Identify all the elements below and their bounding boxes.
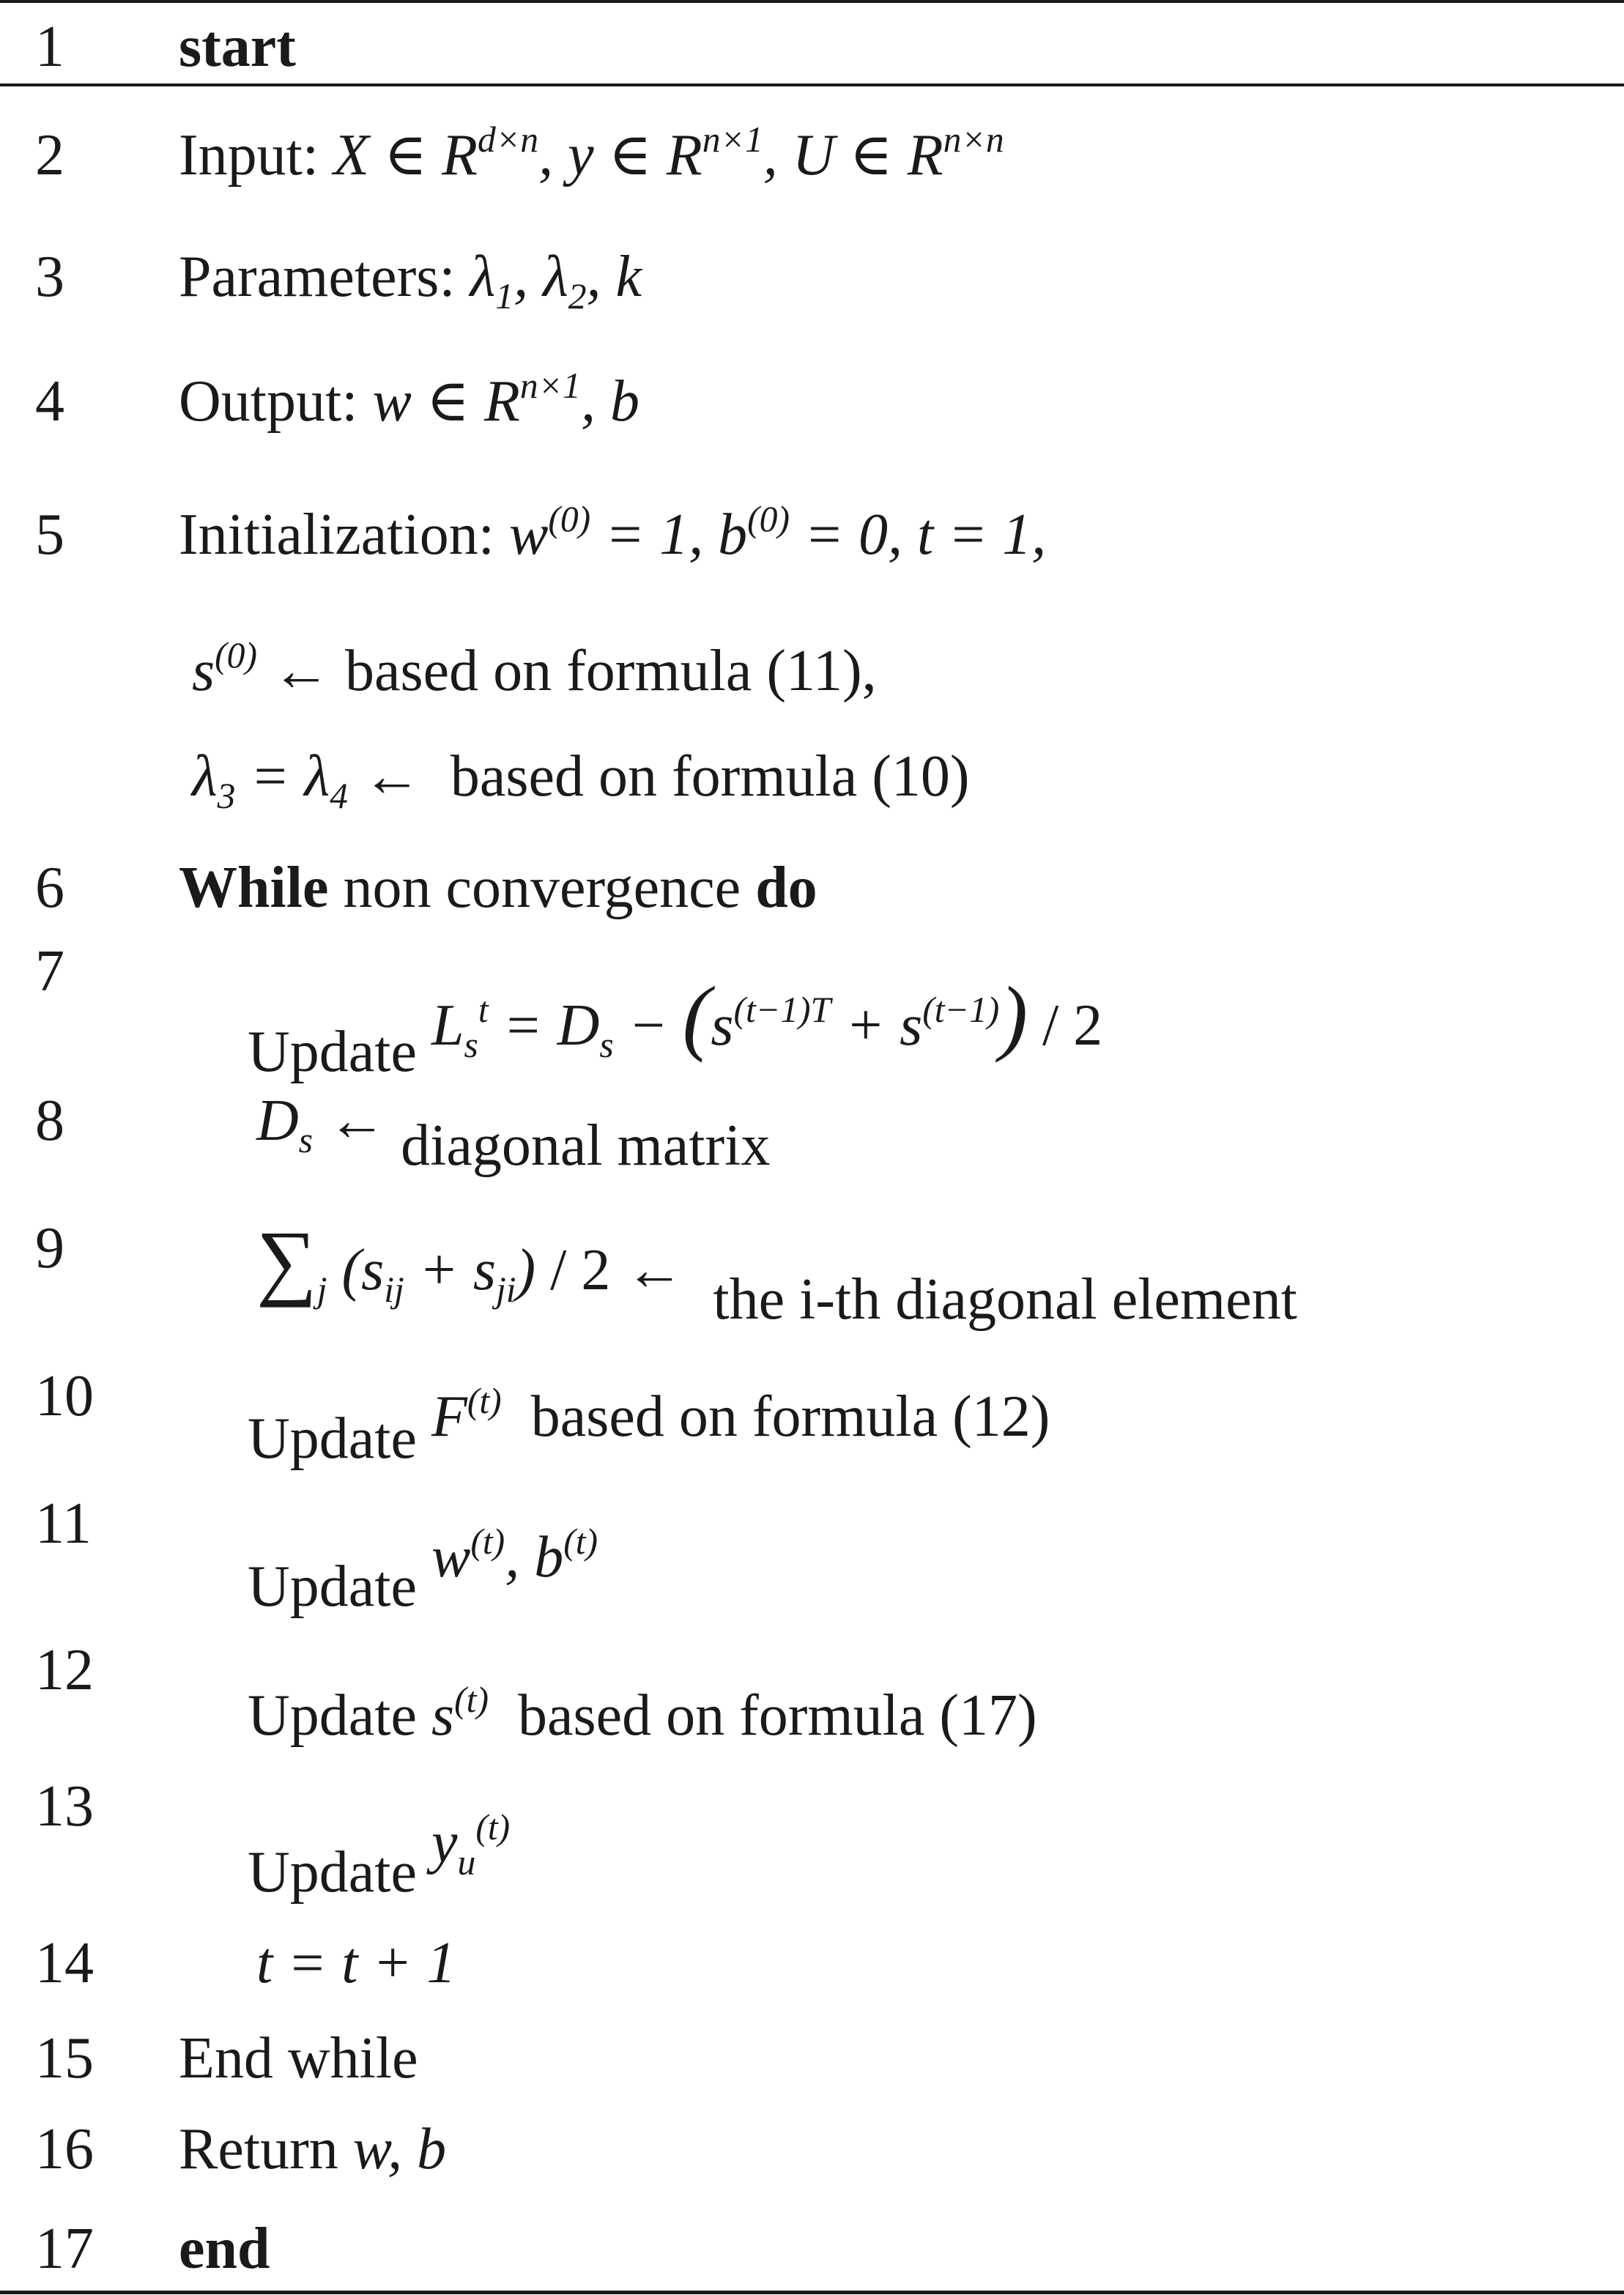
increment-line: [256, 1931, 456, 1995]
end-while-line: End while: [179, 2026, 418, 2091]
header-rule: [0, 84, 1624, 86]
initialization-math: $w^{(0)} = 1$, $b^{(0)} = 0$, t = 1,: [508, 499, 1047, 567]
diagonal-matrix-line: $D_s$ ← diagonal matrix: [256, 1089, 771, 1178]
wb-math: $w^{(t)}$, $b^{(t)}$: [431, 1521, 598, 1590]
update-label: Update: [248, 1840, 418, 1905]
f-math: $F^{(t)}$: [431, 1381, 502, 1449]
parameters-line: [179, 245, 642, 317]
lambda-math: $\lambda_3 = \lambda_4$: [192, 744, 348, 817]
output-label: Output:: [179, 369, 358, 434]
laplacian-math: $L_s^t = D_s - (s^{(t-1)T} + s^{(t-1)}) / 2$: [431, 970, 1103, 1066]
while-line: [179, 856, 817, 920]
s0-text: based on formula (11),: [344, 639, 877, 703]
input-line: [179, 119, 1004, 188]
increment-math: t = t + 1: [256, 1931, 456, 1995]
s0-line: $s^{(0)}$ ← based on formula (11),: [192, 635, 877, 703]
initialization-line: [179, 499, 1047, 567]
line-number: 17: [35, 2217, 94, 2281]
line-number: 12: [35, 1638, 94, 1702]
parameters-math: $\lambda_1$, $\lambda_2$, k: [470, 245, 642, 317]
line-number: 16: [35, 2117, 94, 2181]
end-keyword: end: [179, 2217, 270, 2281]
line-number: 6: [35, 856, 64, 920]
line-number: 7: [35, 939, 64, 1004]
table-bottom-rule: [0, 2291, 1624, 2294]
yu-math: $y_u^{(t)}$: [431, 1807, 511, 1883]
line-number: 1: [35, 15, 64, 79]
line-number: 8: [35, 1089, 64, 1153]
initialization-label: Initialization:: [179, 503, 494, 567]
line-number: 5: [35, 503, 64, 567]
return-math: w, b: [352, 2117, 447, 2181]
sum-text: the i-th diagonal element: [713, 1267, 1297, 1332]
line-number: 2: [35, 123, 64, 188]
table-top-rule: [0, 0, 1624, 3]
do-keyword: do: [755, 856, 817, 920]
update-label: Update: [248, 1020, 418, 1084]
update-s-line: [248, 1680, 1037, 1748]
update-f-line: [248, 1381, 1050, 1471]
output-line: [179, 366, 639, 434]
diagonal-text: diagonal matrix: [401, 1113, 771, 1178]
return-line: [179, 2117, 447, 2181]
lambda-line: $\lambda_3 = \lambda_4$ ← based on formula (10): [192, 744, 970, 817]
while-condition: non convergence: [343, 856, 741, 920]
output-math: w ∈ $R^{n\times 1}$, b: [372, 366, 639, 434]
diagonal-math: $D_s$: [256, 1089, 314, 1161]
f-text: based on formula (12): [530, 1384, 1050, 1449]
s0-math: $s^{(0)}$: [192, 635, 257, 703]
parameters-label: Parameters:: [179, 245, 456, 309]
line-number: 10: [35, 1364, 94, 1428]
return-label: Return: [179, 2117, 338, 2181]
update-label: Update: [248, 1683, 418, 1748]
lambda-text: based on formula (10): [450, 744, 970, 809]
s-text: based on formula (17): [517, 1683, 1037, 1748]
line-number: 15: [35, 2026, 94, 2091]
input-math: X ∈ $R^{d\times n}$, y ∈ $R^{n\times 1}$, U ∈ $R^{n\times n}$: [333, 119, 1004, 188]
input-label: Input:: [179, 123, 319, 188]
line-number: 4: [35, 369, 64, 434]
update-laplacian-line: [248, 970, 1103, 1084]
sum-line: $\sum_j$ $(s_{ij} + s_{ji}) / 2$ ← the i-th diagonal element: [256, 1215, 1297, 1332]
line-number: 9: [35, 1216, 64, 1280]
update-label: Update: [248, 1554, 418, 1619]
start-keyword: start: [179, 15, 296, 79]
line-number: 14: [35, 1931, 94, 1995]
update-wb-line: [248, 1521, 598, 1619]
line-number: 3: [35, 245, 64, 309]
line-number: 13: [35, 1774, 94, 1839]
update-label: Update: [248, 1406, 418, 1471]
sum-math: $\sum_j$ $(s_{ij} + s_{ji}) / 2$: [256, 1215, 611, 1310]
while-keyword: While: [179, 856, 329, 920]
s-math: $s^{(t)}$: [431, 1680, 489, 1748]
line-number: 11: [35, 1491, 92, 1556]
update-yu-line: [248, 1807, 511, 1905]
